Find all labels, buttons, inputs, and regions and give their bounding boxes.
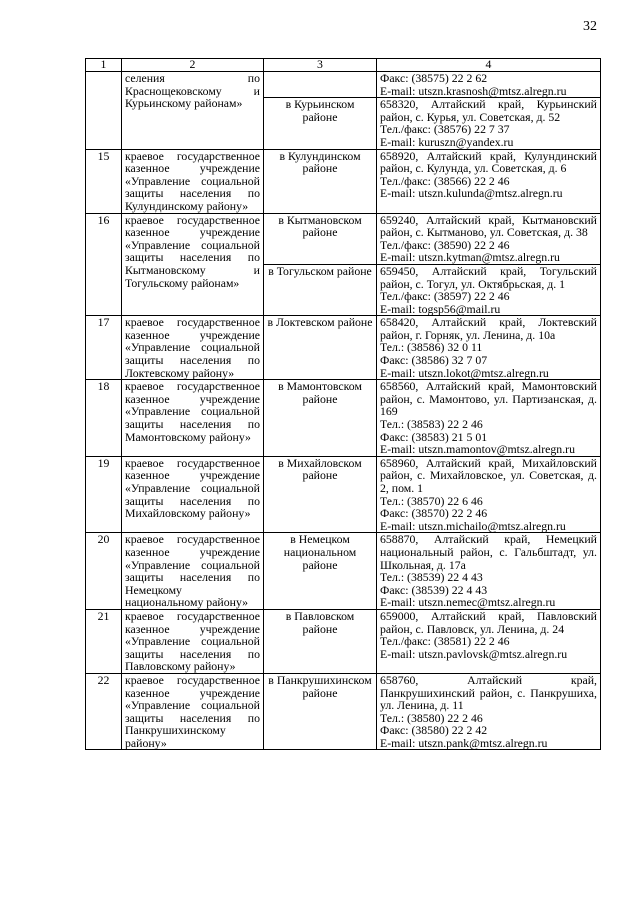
header-col-1: 1 (86, 59, 122, 72)
row-number: 16 (86, 213, 122, 316)
contact-line: Тел.: (38570) 22 6 46 (380, 493, 483, 508)
table-row (86, 213, 601, 264)
contact-line: E-mail: utszn.krasnosh@mtsz.alregn.ru (380, 83, 567, 98)
district-name: в Тогульском районе (264, 264, 377, 315)
contact-line: 659450, Алтайский край, Тогульский район, с. Тогул, ул. Октябрьская, д. 1 (380, 263, 597, 291)
contact-line: 658960, Алтайский край, Михайловский район, с. Михайловское, ул. Советская, д. 2, пом. 1 (380, 455, 597, 495)
header-row (86, 59, 601, 72)
contact-info (377, 673, 601, 750)
contact-line: E-mail: utszn.mamontov@mtsz.alregn.ru (380, 442, 575, 457)
contact-line: 658420, Алтайский край, Локтевский район, г. Горняк, ул. Ленина, д. 10а (380, 315, 597, 342)
contact-line: 658560, Алтайский край, Мамонтовский район, с. Мамонтово, ул. Партизанская, д. 169 (380, 379, 597, 419)
district-name: в Михайловском районе (264, 456, 377, 533)
table-body (86, 72, 601, 750)
row-number (86, 72, 122, 150)
institution-name: краевое государственное казенное учреждение «Управление социальной защиты населения по Локтевскому району» (122, 316, 264, 380)
row-number: 21 (86, 609, 122, 673)
contact-line: E-mail: utszn.pank@mtsz.alregn.ru (380, 735, 548, 750)
header-col-2: 2 (122, 59, 264, 72)
header-col-4: 4 (377, 59, 601, 72)
contact-line: Факс: (38580) 22 2 42 (380, 723, 488, 738)
contact-line: Тел./факс: (38581) 22 2 46 (380, 634, 510, 649)
contact-line: Факс: (38586) 32 7 07 (380, 353, 488, 368)
row-number: 19 (86, 456, 122, 533)
contact-line: E-mail: utszn.pavlovsk@mtsz.alregn.ru (380, 646, 568, 661)
institution-name: краевое государственное казенное учреждение «Управление социальной защиты населения по Панкрушихинскому району» (122, 673, 264, 750)
institution-name: краевое государственное казенное учреждение «Управление социальной защиты населения по Михайловскому району» (122, 456, 264, 533)
row-number: 20 (86, 533, 122, 610)
institution-name: краевое государственное казенное учреждение «Управление социальной защиты населения по Павловскому району» (122, 609, 264, 673)
contact-line: E-mail: utszn.kulunda@mtsz.alregn.ru (380, 186, 563, 201)
table-row (86, 609, 601, 673)
institutions-table (85, 58, 601, 750)
table-row (86, 380, 601, 457)
contact-line: Тел.: (38539) 22 4 43 (380, 570, 483, 585)
district-name: в Курьинском районе (264, 98, 377, 149)
contact-info (377, 98, 601, 149)
header-col-3: 3 (264, 59, 377, 72)
contact-line: 658320, Алтайский край, Курьинский район, с. Курья, ул. Советская, д. 52 (380, 97, 597, 124)
contact-line: Тел.: (38580) 22 2 46 (380, 710, 483, 725)
contact-line: Факс: (38575) 22 2 62 (380, 71, 488, 85)
row-number: 17 (86, 316, 122, 380)
contact-info (377, 609, 601, 673)
contact-line: Тел./факс: (38576) 22 7 37 (380, 122, 510, 137)
contact-line: Факс: (38570) 22 2 46 (380, 506, 488, 521)
contact-line: 658870, Алтайский край, Немецкий национальный район, с. Гальбштадт, ул. Школьная, д. 17а (380, 532, 597, 572)
contact-line: E-mail: togsp56@mail.ru (380, 301, 501, 316)
table-row (86, 149, 601, 213)
row-number: 15 (86, 149, 122, 213)
district-name: в Павловском районе (264, 609, 377, 673)
contact-line: 658920, Алтайский край, Кулундинский район, с. Кулунда, ул. Советская, д. 6 (380, 148, 597, 176)
contact-info (377, 533, 601, 610)
contact-line: Тел.: (38583) 22 2 46 (380, 417, 483, 432)
contact-info (377, 456, 601, 533)
institution-name: краевое государственное казенное учреждение «Управление социальной защиты населения по Мамонтовскому району» (122, 380, 264, 457)
contact-line: Факс: (38539) 22 4 43 (380, 582, 488, 597)
district-name: в Немецком национальном районе (264, 533, 377, 610)
table-row (86, 533, 601, 610)
table-row (86, 456, 601, 533)
contact-line: 659240, Алтайский край, Кытмановский район, с. Кытманово, ул. Советская, д. 38 (380, 212, 597, 240)
district-name: в Локтевском районе (264, 316, 377, 380)
contact-info (377, 380, 601, 457)
contact-line: Тел./факс: (38566) 22 2 46 (380, 173, 510, 188)
contact-line: E-mail: kuruszn@yandex.ru (380, 134, 514, 149)
contact-line: Тел.: (38586) 32 0 11 (380, 340, 483, 355)
contact-line: E-mail: utszn.kytman@mtsz.alregn.ru (380, 250, 560, 265)
contact-line: E-mail: utszn.lokot@mtsz.alregn.ru (380, 365, 549, 380)
contact-info (377, 72, 601, 98)
contact-line: E-mail: utszn.michailo@mtsz.alregn.ru (380, 518, 566, 533)
contact-info (377, 213, 601, 264)
district-name: в Мамонтовском районе (264, 380, 377, 457)
contact-info (377, 264, 601, 315)
contact-line: 659000, Алтайский край, Павловский район, с. Павловск, ул. Ленина, д. 24 (380, 608, 597, 636)
row-number: 18 (86, 380, 122, 457)
table-row (86, 673, 601, 750)
table-row (86, 316, 601, 380)
table-header (86, 59, 601, 72)
district-name: в Кулундинском районе (264, 149, 377, 213)
institution-name: краевое государственное казенное учреждение «Управление социальной защиты населения по Кытмановскому и Тогульскому районам» (122, 213, 264, 316)
contact-line: Тел./факс: (38597) 22 2 46 (380, 289, 510, 304)
contact-line: Факс: (38583) 21 5 01 (380, 429, 488, 444)
contact-info (377, 149, 601, 213)
district-name (264, 72, 377, 98)
district-name: в Панкрушихинском районе (264, 673, 377, 750)
contact-line: E-mail: utszn.nemec@mtsz.alregn.ru (380, 595, 556, 610)
contact-line: 658760, Алтайский край, Панкрушихинский район, с. Панкрушиха, ул. Ленина, д. 11 (380, 672, 597, 713)
institution-name: селения по Краснощековскому и Курьинскому районам» (122, 72, 264, 150)
page-number: 32 (583, 19, 597, 34)
row-number: 22 (86, 673, 122, 750)
contact-line: Тел./факс: (38590) 22 2 46 (380, 237, 510, 252)
district-name: в Кытмановском районе (264, 213, 377, 264)
institution-name: краевое государственное казенное учреждение «Управление социальной защиты населения по Кулундинскому району» (122, 149, 264, 213)
table-row (86, 72, 601, 98)
institution-name: краевое государственное казенное учреждение «Управление социальной защиты населения по Немецкому национальному району» (122, 533, 264, 610)
contact-info (377, 316, 601, 380)
